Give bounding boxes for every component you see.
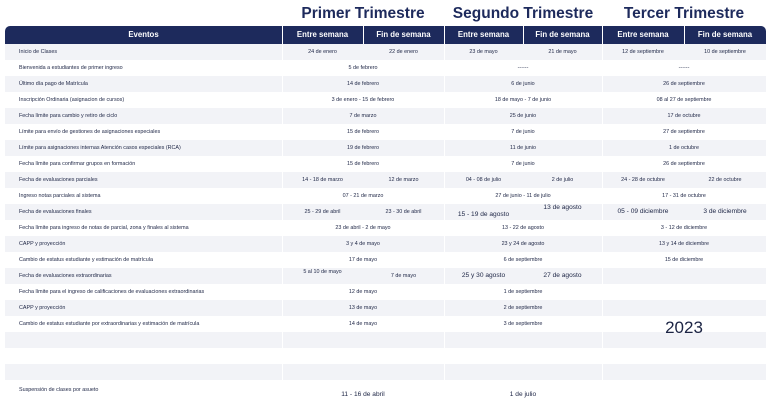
- t1-weekday-date: 5 al 10 de mayo: [303, 269, 342, 275]
- table-row: [5, 44, 766, 60]
- column-divider: [444, 44, 445, 399]
- t1-date: 11 - 16 de abril: [341, 391, 385, 398]
- table-row: [5, 60, 766, 76]
- t1-weekday-date: 25 - 29 de abril: [304, 209, 341, 215]
- table-row: [5, 156, 766, 172]
- t1-date: 17 de mayo: [348, 257, 378, 263]
- term-title-third: Tercer Trimestre: [623, 5, 745, 22]
- t2-weekday-date: 23 de mayo: [469, 49, 498, 55]
- t1-date: 19 de febrero: [346, 145, 380, 151]
- t1-date: 15 de febrero: [346, 129, 380, 135]
- t2-weekday-date: 25 y 30 agosto: [461, 272, 506, 279]
- event-label: Fecha límite para confirmar grupos en formación: [19, 161, 136, 167]
- table-row: [5, 172, 766, 188]
- t1-weekend-date: 12 de marzo: [388, 177, 419, 183]
- header-t3-weekend: Fin de semana: [697, 30, 753, 39]
- event-label: Suspensión de clases por asueto: [19, 387, 99, 393]
- header-t2-weekend: Fin de semana: [535, 30, 590, 39]
- table-row: [5, 236, 766, 252]
- t2-weekend-date: 27 de agosto: [543, 272, 582, 279]
- t3-date: 17 - 31 de octubre: [662, 193, 706, 199]
- t1-weekend-date: 22 de enero: [389, 49, 418, 55]
- event-label: Cambio de estatus estudiante y estimación de matrícula: [19, 257, 153, 263]
- event-label: Inicio de Clases: [19, 49, 58, 55]
- t2-date: 18 de mayo - 7 de junio: [494, 97, 552, 103]
- year-label: 2023: [665, 318, 703, 337]
- t3-date: 17 de octubre: [667, 113, 701, 119]
- event-label: Cambio de estatus estudiante por extraordinarias y estimación de matrícula: [19, 321, 200, 327]
- table-row-empty: [5, 348, 766, 364]
- t3-date: 15 de diciembre: [664, 257, 704, 263]
- t2-date: 7 de junio: [511, 129, 535, 135]
- table-row: [5, 124, 766, 140]
- t1-date: 07 - 21 de marzo: [342, 193, 384, 199]
- event-label: Fecha de evaluaciones parciales: [19, 177, 98, 183]
- t2-weekday-date: 15 - 19 de agosto: [457, 211, 510, 218]
- t1-date: 15 de febrero: [346, 161, 380, 167]
- table-row: [5, 268, 766, 284]
- event-label: CAPP y proyección: [19, 241, 66, 247]
- t2-date: 25 de junio: [509, 113, 537, 119]
- t2-date: 7 de junio: [511, 161, 535, 167]
- table-row: [5, 380, 766, 413]
- t1-weekday-date: 14 - 18 de marzo: [302, 177, 343, 183]
- event-label: Último día pago de Matrícula: [19, 81, 88, 87]
- term-title-second: Segundo Trimestre: [452, 5, 594, 22]
- column-divider: [282, 44, 283, 399]
- event-label: Fecha de evaluaciones extraordinarias: [19, 273, 112, 279]
- event-label: CAPP y proyección: [19, 305, 66, 311]
- table-row: [5, 108, 766, 124]
- t3-date: 27 de septiembre: [663, 129, 705, 135]
- event-label: Fecha de evaluaciones finales: [19, 209, 92, 215]
- t3-date: 1 de octubre: [669, 145, 699, 151]
- term-title-first: Primer Trimestre: [301, 5, 425, 22]
- t2-date: 23 y 24 de agosto: [501, 241, 545, 247]
- t1-date: 3 de enero - 15 de febrero: [331, 97, 395, 103]
- event-label: Fecha límite para el ingreso de calificaciones de evaluaciones extraordinarias: [19, 289, 205, 295]
- t2-date: 13 - 22 de agosto: [502, 225, 544, 231]
- t2-weekday-date: 04 - 08 de julio: [465, 177, 502, 183]
- table-row: [5, 76, 766, 92]
- t3-weekday-date: 05 - 09 diciembre: [617, 208, 669, 215]
- t1-date: 13 de mayo: [348, 305, 378, 311]
- table-row: [5, 140, 766, 156]
- t2-weekend-date: 13 de agosto: [543, 204, 582, 211]
- t1-date: 23 de abril - 2 de mayo: [335, 225, 391, 231]
- column-divider: [602, 44, 603, 399]
- header-t1-weekday: Entre semana: [296, 30, 349, 39]
- table-row: [5, 220, 766, 236]
- header-t2-weekday: Entre semana: [457, 30, 510, 39]
- t2-weekend-date: 21 de mayo: [548, 49, 577, 55]
- table-row: [5, 188, 766, 204]
- events-table: [5, 44, 766, 413]
- t2-date: 3 de septiembre: [503, 321, 543, 327]
- event-label: Ingreso notas parciales al sistema: [19, 193, 101, 199]
- t1-date: 14 de mayo: [348, 321, 378, 327]
- t2-date: 11 de junio: [510, 145, 536, 151]
- t3-date: ------: [678, 65, 690, 71]
- t3-date: 13 y 14 de diciembre: [658, 241, 710, 247]
- table-header: [5, 26, 766, 44]
- header-t3-weekday: Entre semana: [617, 30, 669, 39]
- t3-weekday-date: 24 - 28 de octubre: [621, 177, 665, 183]
- t3-weekend-date: 3 de diciembre: [703, 208, 747, 215]
- t1-weekday-date: 24 de enero: [308, 49, 337, 55]
- event-label: Bienvenida a estudiantes de primer ingreso: [19, 65, 123, 71]
- event-label: Fecha límite para ingreso de notas de parcial, zona y finales al sistema: [19, 225, 189, 231]
- t1-date: 12 de mayo: [348, 289, 378, 295]
- t1-weekend-date: 7 de mayo: [390, 273, 417, 279]
- t2-date: 1 de septiembre: [503, 289, 543, 295]
- header-events: Eventos: [128, 30, 159, 39]
- t2-date: 6 de junio: [511, 81, 535, 87]
- t1-weekend-date: 23 - 30 de abril: [385, 209, 422, 215]
- event-label: Límite para asignaciones internas Atención casos especiales (RCA): [19, 145, 181, 151]
- event-label: Fecha límite para cambio y retiro de ciclo: [19, 113, 118, 119]
- t2-date: 1 de julio: [509, 391, 537, 398]
- t1-date: 5 de febrero: [348, 65, 378, 71]
- t2-weekend-date: 2 de julio: [551, 177, 574, 183]
- t2-date: 2 de septiembre: [503, 305, 543, 311]
- table-row: [5, 92, 766, 108]
- t3-date: 26 de septiembre: [663, 161, 705, 167]
- t3-weekend-date: 22 de octubre: [708, 177, 742, 183]
- t3-date: 08 al 27 de septiembre: [656, 97, 712, 103]
- t3-date: 26 de septiembre: [663, 81, 705, 87]
- t1-date: 14 de febrero: [346, 81, 380, 87]
- header-t1-weekend: Fin de semana: [376, 30, 431, 39]
- table-row: [5, 300, 766, 316]
- table-row: [5, 252, 766, 268]
- t1-date: 7 de marzo: [349, 113, 377, 119]
- t3-weekday-date: 12 de septiembre: [622, 49, 664, 55]
- event-label: Límite para envío de gestiones de asignaciones especiales: [19, 129, 161, 135]
- t2-date: 27 de junio - 11 de julio: [495, 193, 551, 199]
- t3-date: 3 - 12 de diciembre: [660, 225, 708, 231]
- table-row: [5, 284, 766, 300]
- t3-weekend-date: 10 de septiembre: [704, 49, 746, 55]
- t2-date: 6 de septiembre: [503, 257, 543, 263]
- t2-date: ------: [517, 65, 529, 71]
- table-row-empty: [5, 364, 766, 380]
- t1-date: 3 y 4 de mayo: [346, 241, 380, 247]
- table-row: [5, 204, 766, 220]
- event-label: Inscripción Ordinaria (asignacion de cursos): [19, 97, 125, 103]
